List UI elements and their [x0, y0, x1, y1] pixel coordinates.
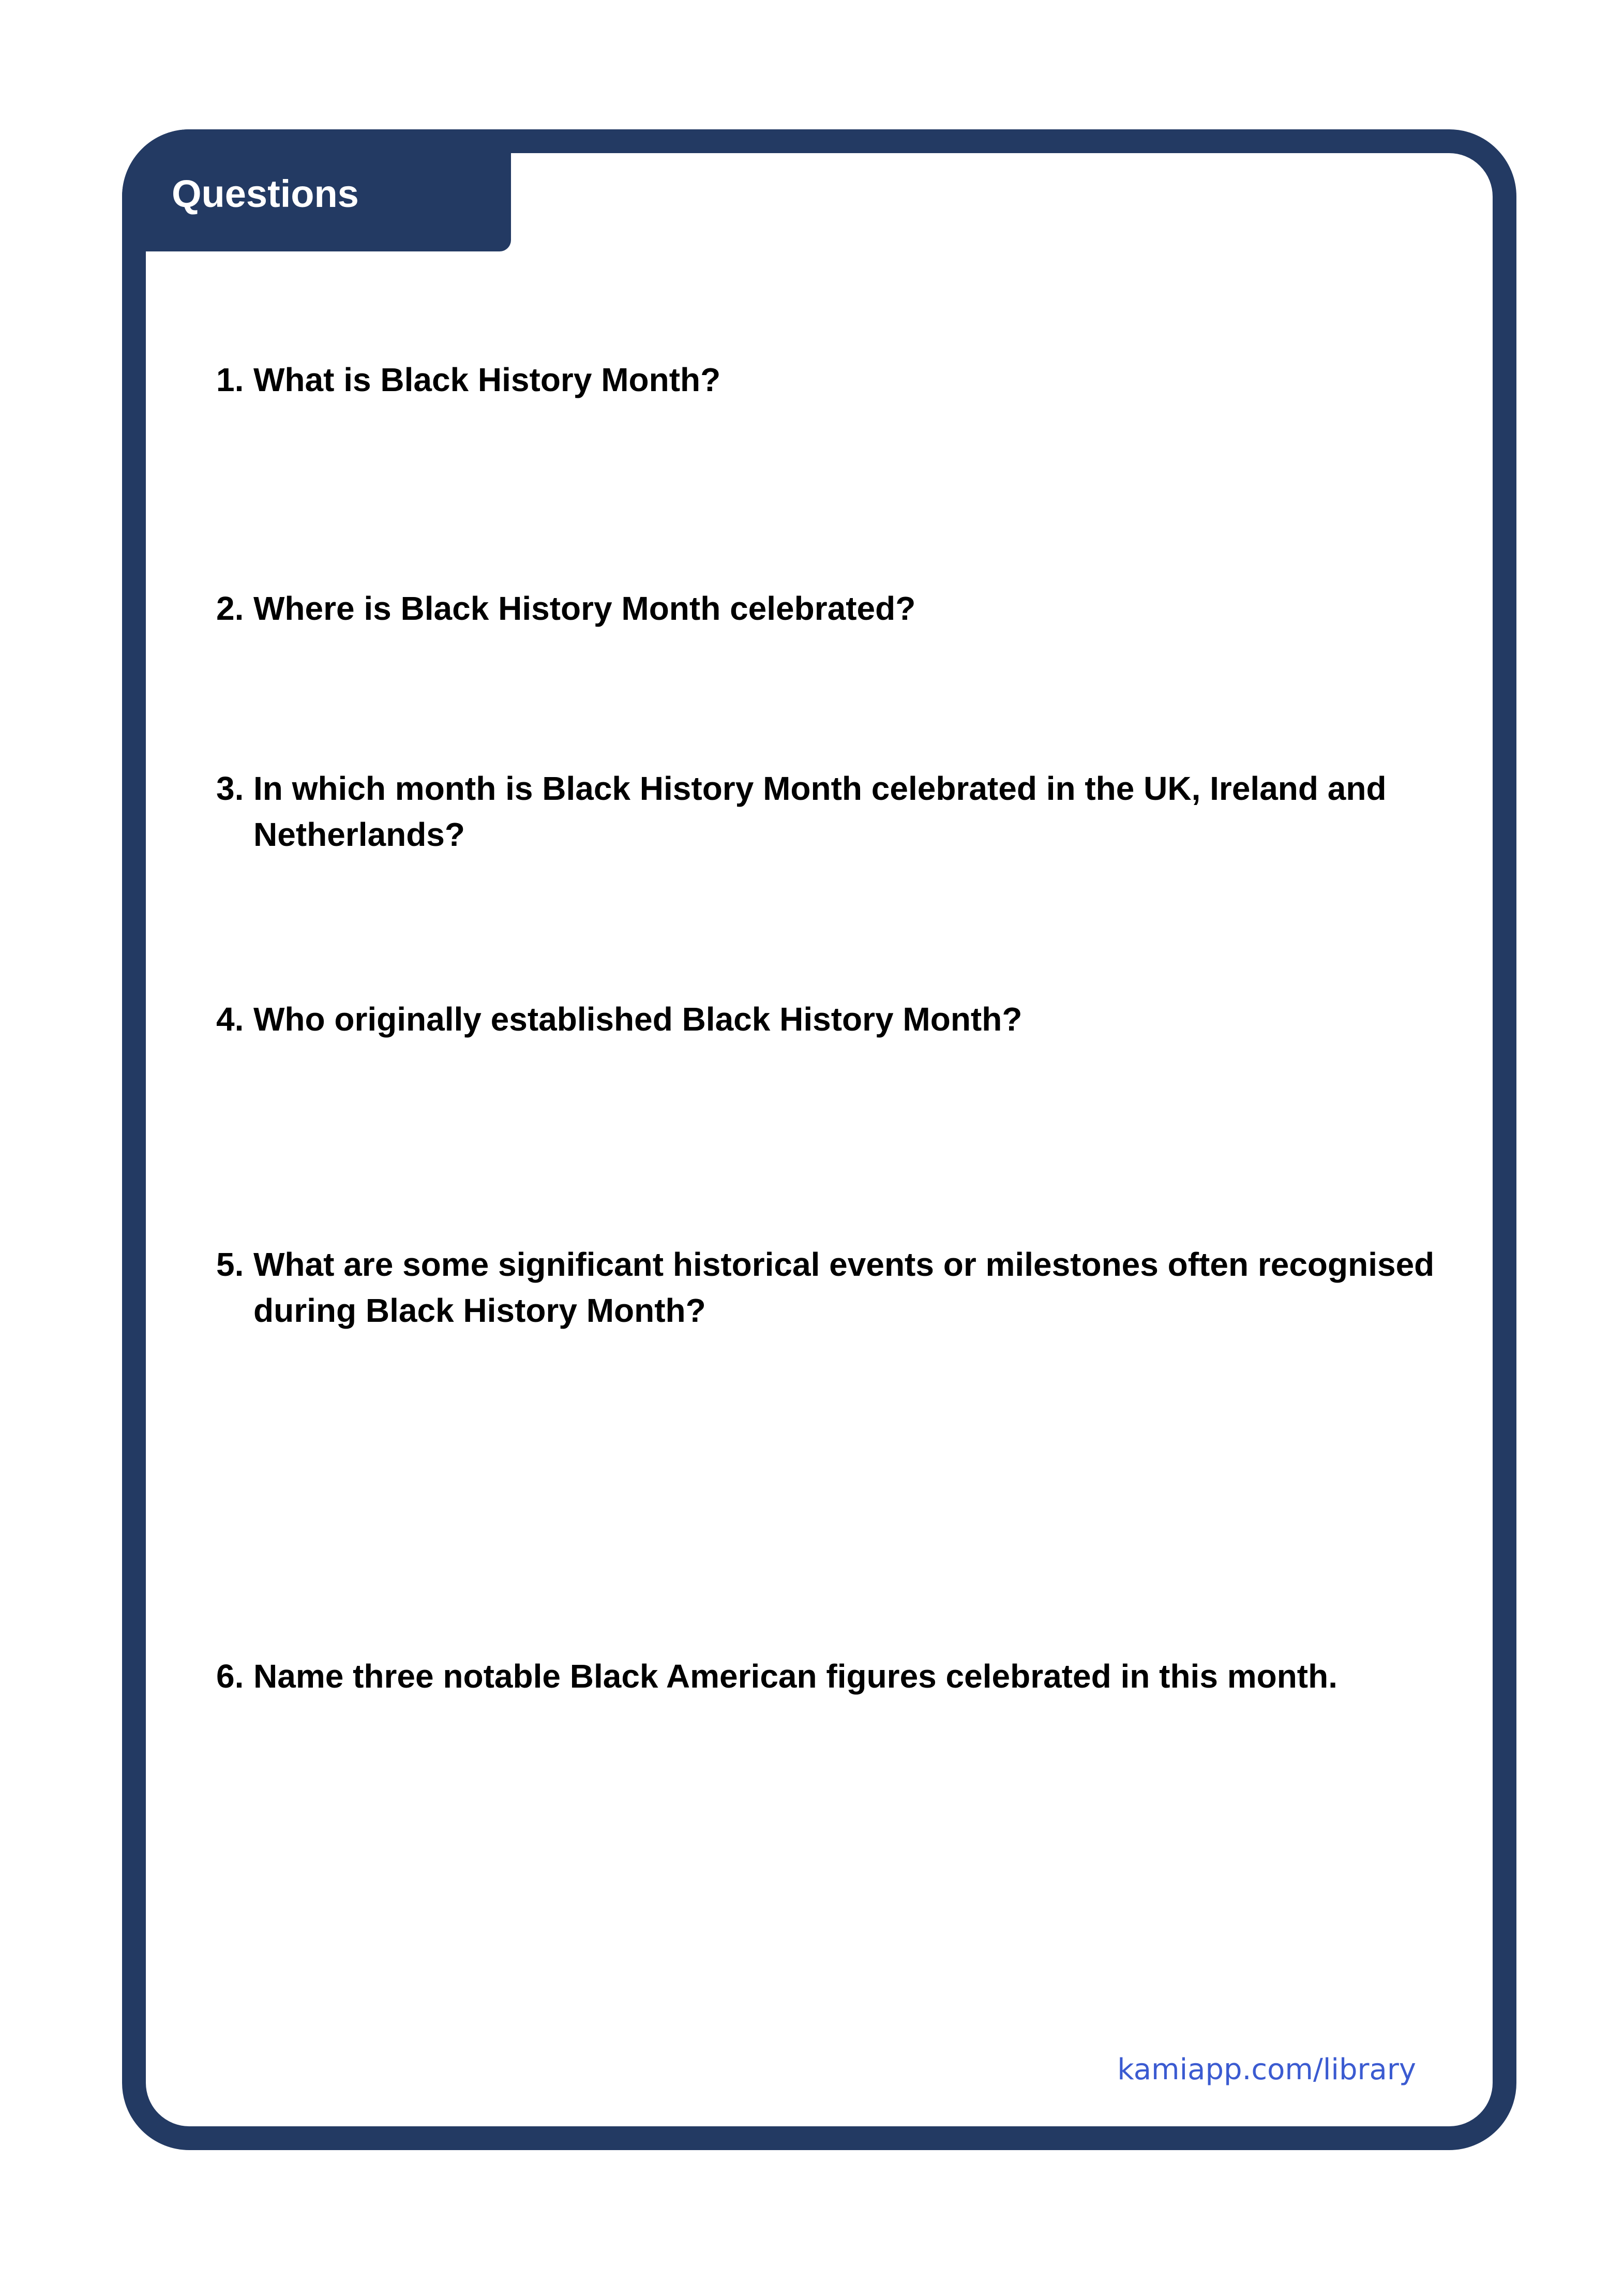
question-number: 1.	[216, 361, 244, 398]
question-6	[216, 1653, 1437, 1699]
worksheet-frame	[122, 129, 1516, 2150]
question-text: In which month is Black History Month celebrated in the UK, Ireland and Netherlands?	[253, 770, 1387, 853]
question-number: 2.	[216, 590, 244, 627]
question-number: 3.	[216, 770, 244, 807]
footer-link[interactable]: kamiapp.com/library	[1117, 2053, 1416, 2086]
question-3	[216, 766, 1437, 858]
question-number: 4.	[216, 1001, 244, 1038]
question-1	[216, 357, 1437, 403]
question-number: 6.	[216, 1658, 244, 1695]
question-text: What is Black History Month?	[253, 361, 721, 398]
question-text: Name three notable Black American figures celebrated in this month.	[253, 1658, 1337, 1695]
question-text: What are some significant historical events or milestones often recognised during Black History Month?	[253, 1246, 1435, 1329]
question-text: Who originally established Black History Month?	[253, 1001, 1022, 1038]
question-2	[216, 586, 1437, 632]
question-number: 5.	[216, 1246, 244, 1283]
question-4	[216, 996, 1437, 1042]
question-5	[216, 1242, 1437, 1334]
page-title: Questions	[172, 172, 359, 215]
question-text: Where is Black History Month celebrated?	[253, 590, 916, 627]
